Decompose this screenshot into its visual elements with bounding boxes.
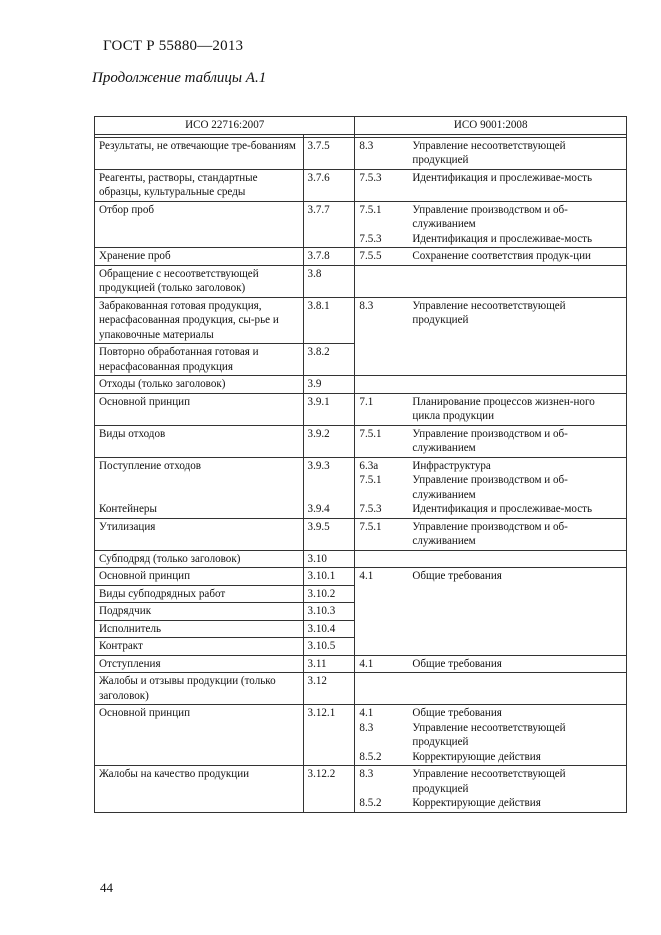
table-continuation-title: Продолжение таблицы А.1 <box>92 70 267 86</box>
iso-clause-number: 7.5.3 <box>359 171 382 184</box>
row-clause-text: 3.9.4 <box>307 503 330 515</box>
row-clause: 3.9 <box>303 376 355 394</box>
row-label <box>95 457 304 518</box>
row-label: Реагенты, растворы, стандартные образцы, культуральные среды <box>95 169 304 201</box>
row-label: Основной принцип <box>95 393 304 425</box>
iso-clause-text: Общие требования <box>412 707 502 719</box>
iso-clause-text: Общие требования <box>412 657 502 670</box>
iso-clause-number: 8.3 <box>359 299 374 312</box>
iso-clause-text: Управление производством и об-служиванием <box>412 203 568 230</box>
row-clause: 3.8 <box>303 265 355 297</box>
row-iso9001 <box>355 518 627 550</box>
row-iso9001 <box>355 297 627 376</box>
row-clause: 3.10 <box>303 550 355 568</box>
row-clause: 3.10.5 <box>303 638 355 656</box>
row-clause: 3.9.1 <box>303 393 355 425</box>
row-label: Отступления <box>95 655 304 673</box>
row-label: Утилизация <box>95 518 304 550</box>
iso-clause-text: Идентификация и прослеживае-мость <box>412 171 593 184</box>
row-label: Субподряд (только заголовок) <box>95 550 304 568</box>
row-clause: 3.7.8 <box>303 248 355 266</box>
iso-clause-text: Управление производством и об-служиванием <box>412 474 568 501</box>
row-clause: 3.10.3 <box>303 603 355 621</box>
row-label: Жалобы на качество продукции <box>95 766 304 813</box>
iso-clause-text: Управление несоответствующей продукцией <box>412 139 566 166</box>
row-label: Отбор проб <box>95 201 304 248</box>
iso-clause-text: Общие требования <box>412 570 502 582</box>
row-iso9001 <box>355 137 627 169</box>
row-clause: 3.12.2 <box>303 766 355 813</box>
row-iso9001 <box>355 673 627 705</box>
row-iso9001 <box>355 201 627 248</box>
iso-clause-number: 7.5.5 <box>359 250 382 262</box>
row-label: Хранение проб <box>95 248 304 266</box>
table-row <box>95 137 627 169</box>
row-clause: 3.11 <box>303 655 355 673</box>
iso-clause-number: 8.3 <box>359 139 374 152</box>
table-row <box>95 376 627 394</box>
iso-clause-text: Идентификация и прослеживае-мость <box>412 503 593 515</box>
table-row <box>95 248 627 266</box>
row-label: Виды отходов <box>95 425 304 457</box>
iso-clause-number: 4.1 <box>359 570 374 582</box>
row-label: Подрядчик <box>95 603 304 621</box>
row-clause: 3.9.5 <box>303 518 355 550</box>
iso-clause-text: Корректирующие действия <box>412 750 541 763</box>
row-label: Виды субподрядных работ <box>95 585 304 603</box>
iso-clause-text: Управление несоответствующей продукцией <box>412 721 566 748</box>
row-label: Отходы (только заголовок) <box>95 376 304 394</box>
row-clause: 3.12 <box>303 673 355 705</box>
table-row <box>95 393 627 425</box>
table-row <box>95 518 627 550</box>
header-iso9001: ИСО 9001:2008 <box>355 117 627 135</box>
iso-clause-number: 6.3а <box>359 459 379 472</box>
mapping-table <box>94 116 627 813</box>
table-row <box>95 457 627 518</box>
iso-clause-number: 8.5.2 <box>359 750 382 763</box>
iso-clause-number: 4.1 <box>359 657 374 670</box>
row-iso9001 <box>355 457 627 518</box>
table-row <box>95 201 627 248</box>
iso-clause-text: Управление производством и об-служиванием <box>412 520 568 547</box>
table-row <box>95 297 627 344</box>
row-label: Контракт <box>95 638 304 656</box>
row-clause: 3.10.1 <box>303 568 355 586</box>
page-number: 44 <box>100 880 113 895</box>
table-row <box>95 568 627 586</box>
iso-clause-number: 7.5.1 <box>359 203 382 216</box>
table-row <box>95 705 627 766</box>
iso-clause-text: Управление несоответствующей продукцией <box>412 768 566 795</box>
row-label: Забракованная готовая продукция, нерасфасованная продукция, сы-рье и упаковочные материалы <box>95 297 304 344</box>
row-label: Жалобы и отзывы продукции (только заголовок) <box>95 673 304 705</box>
table-row <box>95 655 627 673</box>
table-row <box>95 265 627 297</box>
row-iso9001 <box>355 550 627 568</box>
row-clause: 3.12.1 <box>303 705 355 766</box>
row-label: Результаты, не отвечающие тре-бованиям <box>95 137 304 169</box>
row-iso9001 <box>355 766 627 813</box>
row-iso9001 <box>355 376 627 394</box>
row-iso9001 <box>355 425 627 457</box>
iso-clause-number: 7.5.3 <box>359 232 382 245</box>
iso-clause-number: 7.1 <box>359 395 374 408</box>
row-clause: 3.10.2 <box>303 585 355 603</box>
iso-clause-number: 7.5.3 <box>359 503 382 515</box>
row-iso9001 <box>355 705 627 766</box>
row-iso9001 <box>355 568 627 656</box>
iso-clause-number: 7.5.1 <box>359 520 382 533</box>
row-clause: 3.7.5 <box>303 137 355 169</box>
row-label: Исполнитель <box>95 620 304 638</box>
table-row <box>95 425 627 457</box>
iso-clause-number: 8.3 <box>359 721 374 734</box>
iso-clause-number: 8.5.2 <box>359 797 382 809</box>
iso-clause-text: Планирование процессов жизнен-ного цикла продукции <box>412 395 595 422</box>
row-clause: 3.7.6 <box>303 169 355 201</box>
iso-clause-text: Управление производством и об-служиванием <box>412 427 568 454</box>
iso-clause-text: Управление несоответствующей продукцией <box>412 299 566 326</box>
table-row <box>95 673 627 705</box>
row-clause: 3.7.7 <box>303 201 355 248</box>
iso-clause-text: Сохранение соответствия продук-ции <box>412 250 591 262</box>
document-id: ГОСТ Р 55880—2013 <box>103 38 244 54</box>
row-label: Обращение с несоответствующей продукцией (только заголовок) <box>95 265 304 297</box>
row-label: Повторно обработанная готовая и нерасфасованная продукция <box>95 344 304 376</box>
row-clause: 3.9.2 <box>303 425 355 457</box>
table-header-row <box>95 117 627 135</box>
row-iso9001 <box>355 265 627 297</box>
row-iso9001 <box>355 655 627 673</box>
row-clause: 3.8.2 <box>303 344 355 376</box>
table-row <box>95 169 627 201</box>
row-clause <box>303 457 355 518</box>
row-label: Основной принцип <box>95 568 304 586</box>
iso-clause-number: 4.1 <box>359 707 374 719</box>
row-iso9001 <box>355 393 627 425</box>
iso-clause-text: Инфраструктура <box>412 459 491 472</box>
iso-clause-text: Корректирующие действия <box>412 797 541 809</box>
row-iso9001 <box>355 169 627 201</box>
row-label: Основной принцип <box>95 705 304 766</box>
row-label-text: Контейнеры <box>99 503 157 515</box>
row-clause-text: 3.9.3 <box>307 459 330 472</box>
table-row <box>95 550 627 568</box>
iso-clause-number: 7.5.1 <box>359 427 382 440</box>
iso-clause-text: Идентификация и прослеживае-мость <box>412 232 593 245</box>
row-clause: 3.8.1 <box>303 297 355 344</box>
header-iso22716: ИСО 22716:2007 <box>95 117 355 135</box>
row-label-text: Поступление отходов <box>99 459 202 472</box>
iso-clause-number: 7.5.1 <box>359 474 382 486</box>
iso-clause-number: 8.3 <box>359 768 374 780</box>
row-iso9001 <box>355 248 627 266</box>
table-row <box>95 766 627 813</box>
row-clause: 3.10.4 <box>303 620 355 638</box>
